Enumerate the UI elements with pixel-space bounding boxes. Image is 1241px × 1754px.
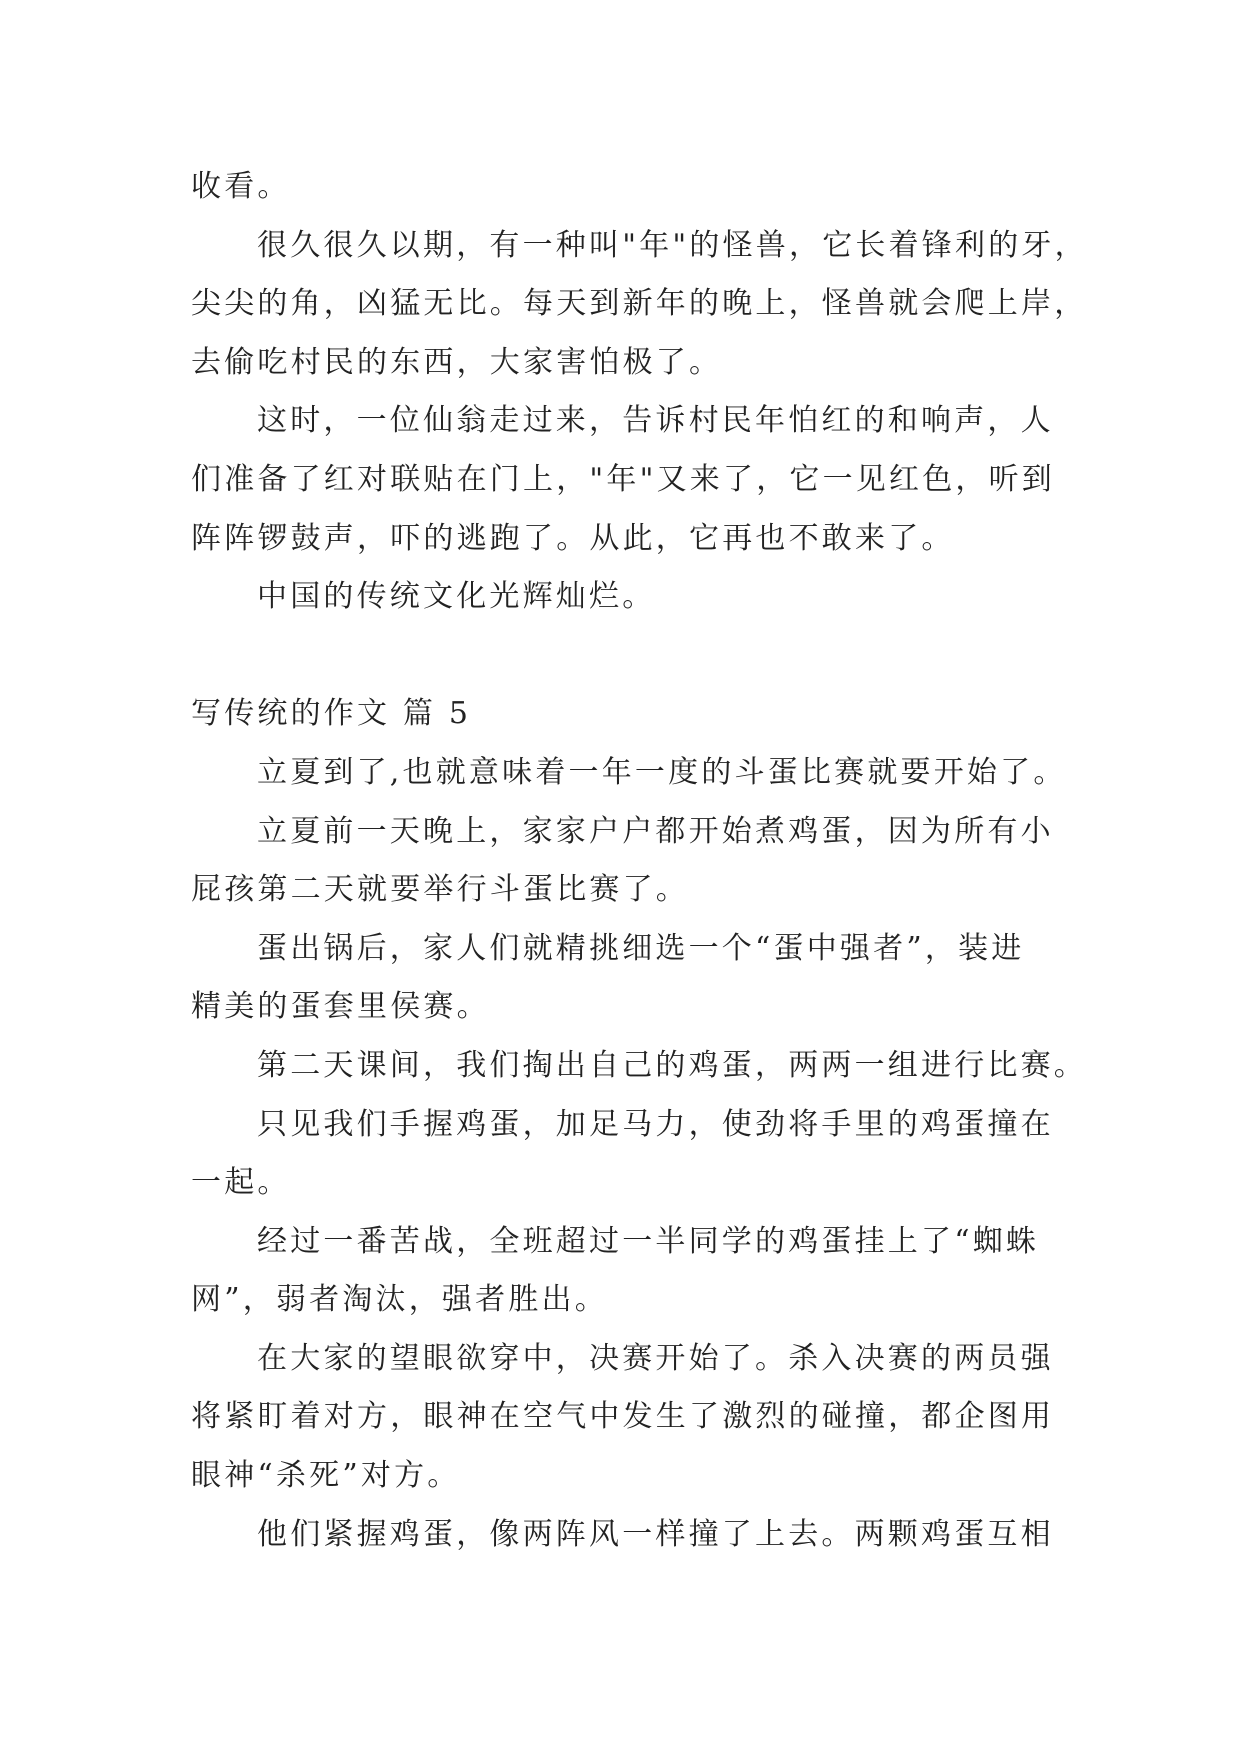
document-page — [191, 158, 1088, 1564]
text-line: 经过一番苦战，全班超过一半同学的鸡蛋挂上了“蜘蛛 — [257, 1223, 1040, 1259]
text-line: 只见我们手握鸡蛋，加足马力，使劲将手里的鸡蛋撞在 — [257, 1106, 1054, 1142]
body-paragraphs — [191, 158, 1088, 627]
text-line: 他们紧握鸡蛋，像两阵风一样撞了上去。两颗鸡蛋互相 — [257, 1516, 1054, 1552]
text-line: 精美的蛋套里侯赛。 — [191, 989, 490, 1025]
section-title: 写传统的作文 篇 5 — [191, 696, 472, 732]
text-line: 去偷吃村民的东西，大家害怕极了。 — [191, 344, 723, 380]
text-line: 网”，弱者淘汰，强者胜出。 — [191, 1282, 608, 1318]
text-line: 们准备了红对联贴在门上，"年"又来了，它一见红色，听到 — [191, 461, 1055, 497]
text-line: 立夏到了,也就意味着一年一度的斗蛋比赛就要开始了。 — [257, 754, 1067, 790]
text-line: 屁孩第二天就要举行斗蛋比赛了。 — [191, 872, 689, 908]
text-line: 收看。 — [191, 169, 291, 204]
text-line: 这时，一位仙翁走过来，告诉村民年怕红的和响声，人 — [257, 403, 1054, 439]
text-line: 将紧盯着对方，眼神在空气中发生了激烈的碰撞，都企图用 — [191, 1399, 1055, 1435]
text-line: 一起。 — [191, 1165, 291, 1201]
text-line: 第二天课间，我们掏出自己的鸡蛋，两两一组进行比赛。 — [257, 1047, 1087, 1083]
section-spacer — [191, 627, 1051, 686]
section-paragraphs — [191, 744, 1087, 1564]
text-line: 在大家的望眼欲穿中，决赛开始了。杀入决赛的两员强 — [257, 1340, 1054, 1376]
text-line: 眼神“杀死”对方。 — [191, 1458, 461, 1494]
text-line: 中国的传统文化光辉灿烂。 — [257, 579, 656, 615]
text-line: 阵阵锣鼓声，吓的逃跑了。从此，它再也不敢来了。 — [191, 520, 955, 556]
text-line: 尖尖的角，凶猛无比。每天到新年的晚上，怪兽就会爬上岸， — [191, 286, 1088, 322]
text-line: 很久很久以期，有一种叫"年"的怪兽，它长着锋利的牙， — [257, 227, 1088, 263]
text-line: 蛋出锅后，家人们就精挑细选一个“蛋中强者”，装进 — [257, 930, 1025, 966]
text-line: 立夏前一天晚上，家家户户都开始煮鸡蛋，因为所有小 — [257, 813, 1054, 849]
